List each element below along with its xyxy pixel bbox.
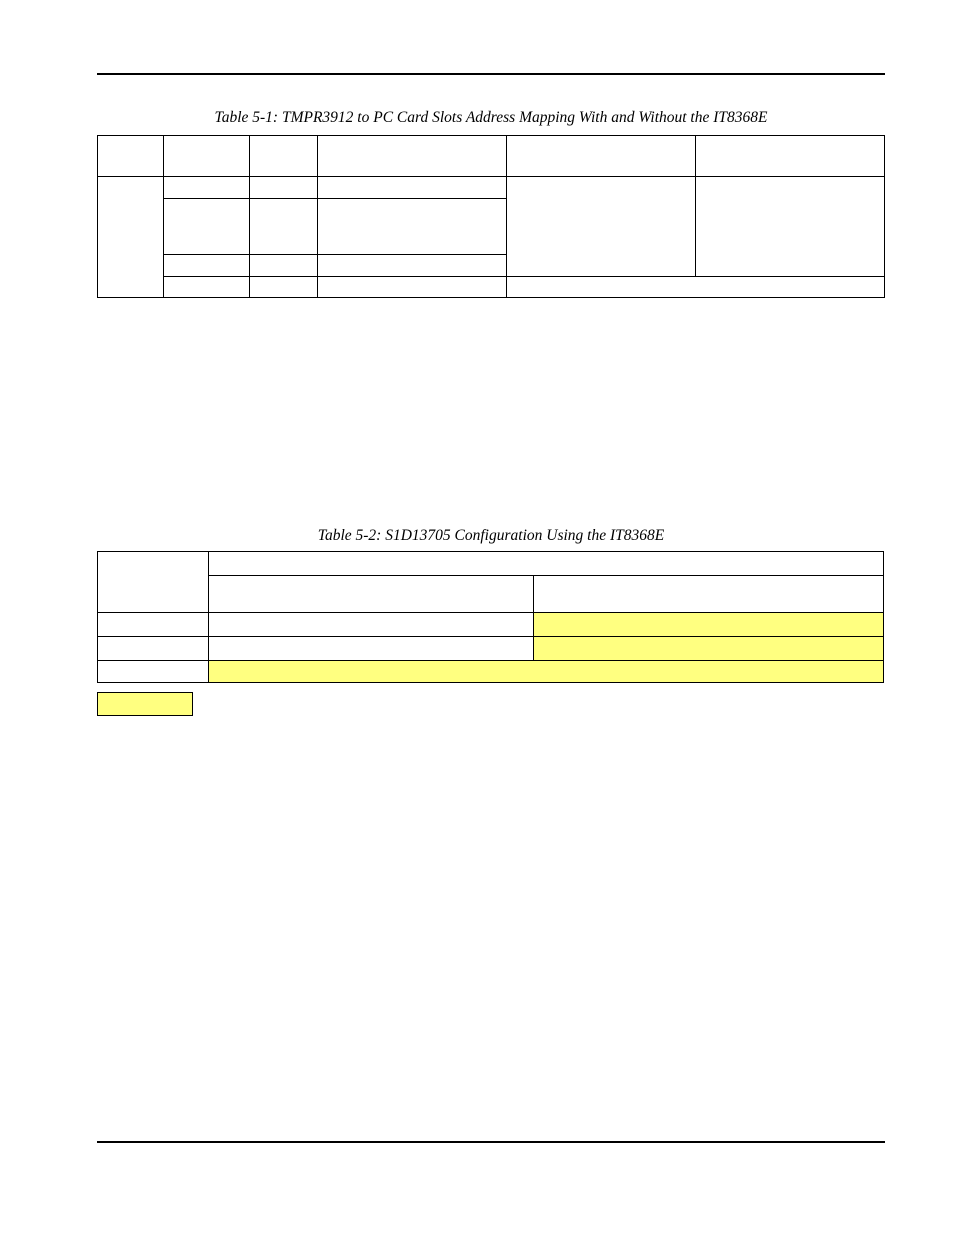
table-header-row (98, 136, 885, 177)
table-cell (318, 255, 507, 277)
table-cell (209, 576, 534, 613)
table-cell (98, 177, 164, 298)
table-cell (98, 637, 209, 661)
table-caption: Table 5-1: TMPR3912 to PC Card Slots Address Mapping With and Without the IT8368E (214, 109, 768, 126)
highlighted-cell (534, 613, 884, 637)
table-cell (534, 576, 884, 613)
highlight-legend-swatch (97, 692, 193, 716)
table-header-row (98, 552, 884, 576)
table-cell (250, 199, 318, 255)
table-cell (696, 177, 885, 277)
table-cell (507, 277, 885, 298)
table-cell (209, 613, 534, 637)
table-row (98, 277, 885, 298)
table-cell (318, 136, 507, 177)
table-cell (250, 277, 318, 298)
table-cell (209, 637, 534, 661)
table-row (98, 637, 884, 661)
footer-rule (97, 1141, 885, 1143)
highlighted-cell (534, 637, 884, 661)
table-row (98, 661, 884, 683)
table-row (98, 177, 885, 199)
table-cell (164, 277, 250, 298)
table-cell (507, 136, 696, 177)
table-cell (318, 177, 507, 199)
table-cell (250, 136, 318, 177)
table-cell (696, 136, 885, 177)
table-row (98, 613, 884, 637)
table-cell (98, 136, 164, 177)
table-cell (98, 552, 209, 613)
table-cell (164, 177, 250, 199)
table-cell (318, 277, 507, 298)
table-cell (164, 199, 250, 255)
table-cell (250, 255, 318, 277)
table-header-row (98, 576, 884, 613)
header-rule (97, 73, 885, 75)
highlighted-cell (209, 661, 884, 683)
table-cell (250, 177, 318, 199)
address-mapping-table (97, 135, 885, 298)
table-cell (98, 613, 209, 637)
table-cell (507, 177, 696, 277)
table-cell (164, 136, 250, 177)
configuration-table (97, 551, 884, 683)
table-cell (98, 661, 209, 683)
table-cell (318, 199, 507, 255)
table-caption: Table 5-2: S1D13705 Configuration Using the IT8368E (317, 527, 665, 544)
table-cell (209, 552, 884, 576)
table-cell (164, 255, 250, 277)
